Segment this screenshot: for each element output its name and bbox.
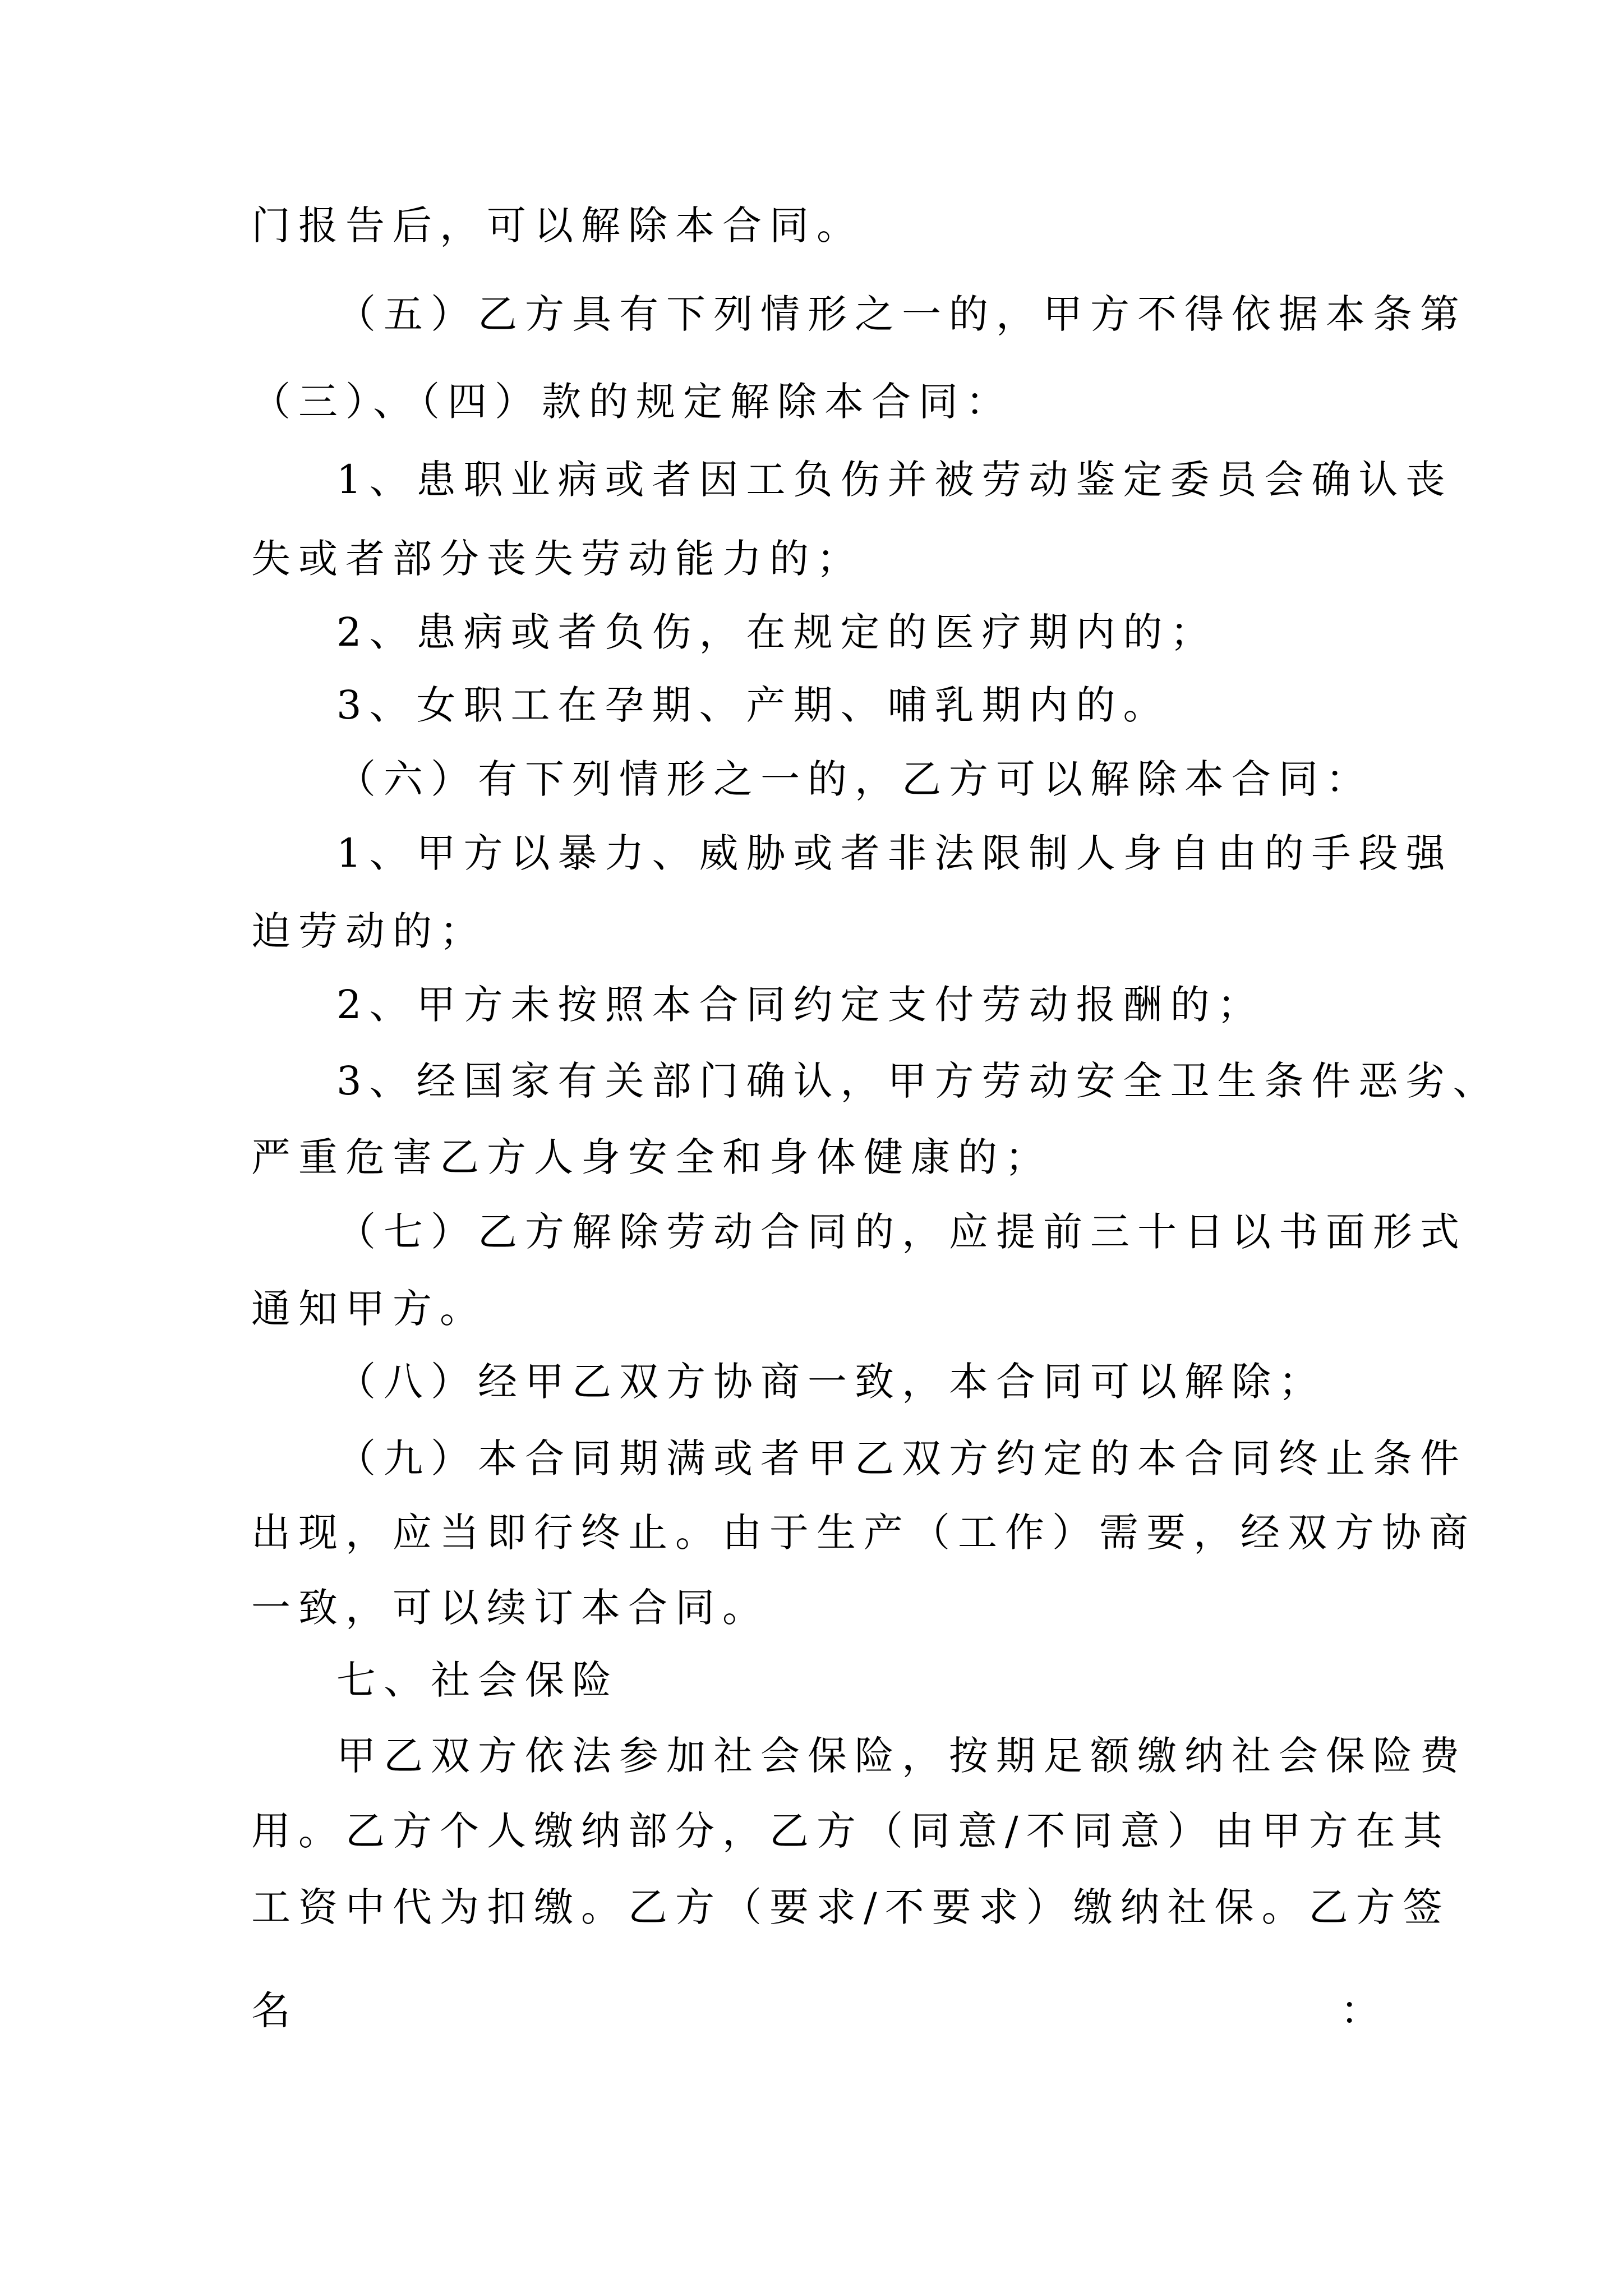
text-line: 工资中代为扣缴。乙方（要求/不要求）缴纳社保。乙方签 xyxy=(251,1884,1450,1930)
text-line: （五）乙方具有下列情形之一的，甲方不得依据本条第 xyxy=(336,291,1467,337)
text-line: 3、经国家有关部门确认，甲方劳动安全卫生条件恶劣、 xyxy=(336,1058,1500,1104)
text-line: 一致，可以续订本合同。 xyxy=(251,1585,769,1631)
text-line: （六）有下列情形之一的，乙方可以解除本合同： xyxy=(336,756,1373,802)
text-line: 失或者部分丧失劳动能力的； xyxy=(251,536,864,582)
text-line: 1、甲方以暴力、威胁或者非法限制人身自由的手段强 xyxy=(336,830,1453,876)
text-line: 1、患职业病或者因工负伤并被劳动鉴定委员会确认丧 xyxy=(336,457,1453,503)
text-line: 用。乙方个人缴纳部分，乙方（同意/不同意）由甲方在其 xyxy=(251,1808,1450,1854)
signature-label: 名 xyxy=(251,1987,298,2033)
text-line: 严重危害乙方人身安全和身体健康的； xyxy=(251,1134,1052,1180)
text-line: 迫劳动的； xyxy=(251,908,487,954)
signature-colon: ： xyxy=(1340,1987,1380,2033)
text-line: 2、患病或者负伤，在规定的医疗期内的； xyxy=(336,609,1218,655)
text-line: （七）乙方解除劳动合同的，应提前三十日以书面形式 xyxy=(336,1209,1467,1255)
text-line: 通知甲方。 xyxy=(251,1286,487,1332)
text-line: 3、女职工在孕期、产期、哺乳期内的。 xyxy=(336,682,1170,728)
text-line: 出现，应当即行终止。由于生产（工作）需要，经双方协商 xyxy=(251,1510,1476,1556)
text-line: （三）、（四）款的规定解除本合同： xyxy=(251,379,1013,425)
section-heading: 七、社会保险 xyxy=(336,1657,619,1703)
text-line: 门报告后，可以解除本合同。 xyxy=(251,203,864,249)
text-line: 2、甲方未按照本合同约定支付劳动报酬的； xyxy=(336,982,1265,1028)
text-line: （八）经甲乙双方协商一致，本合同可以解除； xyxy=(336,1359,1326,1405)
text-line: 甲乙双方依法参加社会保险，按期足额缴纳社会保险费 xyxy=(336,1733,1467,1779)
text-line: （九）本合同期满或者甲乙双方约定的本合同终止条件 xyxy=(336,1435,1467,1481)
